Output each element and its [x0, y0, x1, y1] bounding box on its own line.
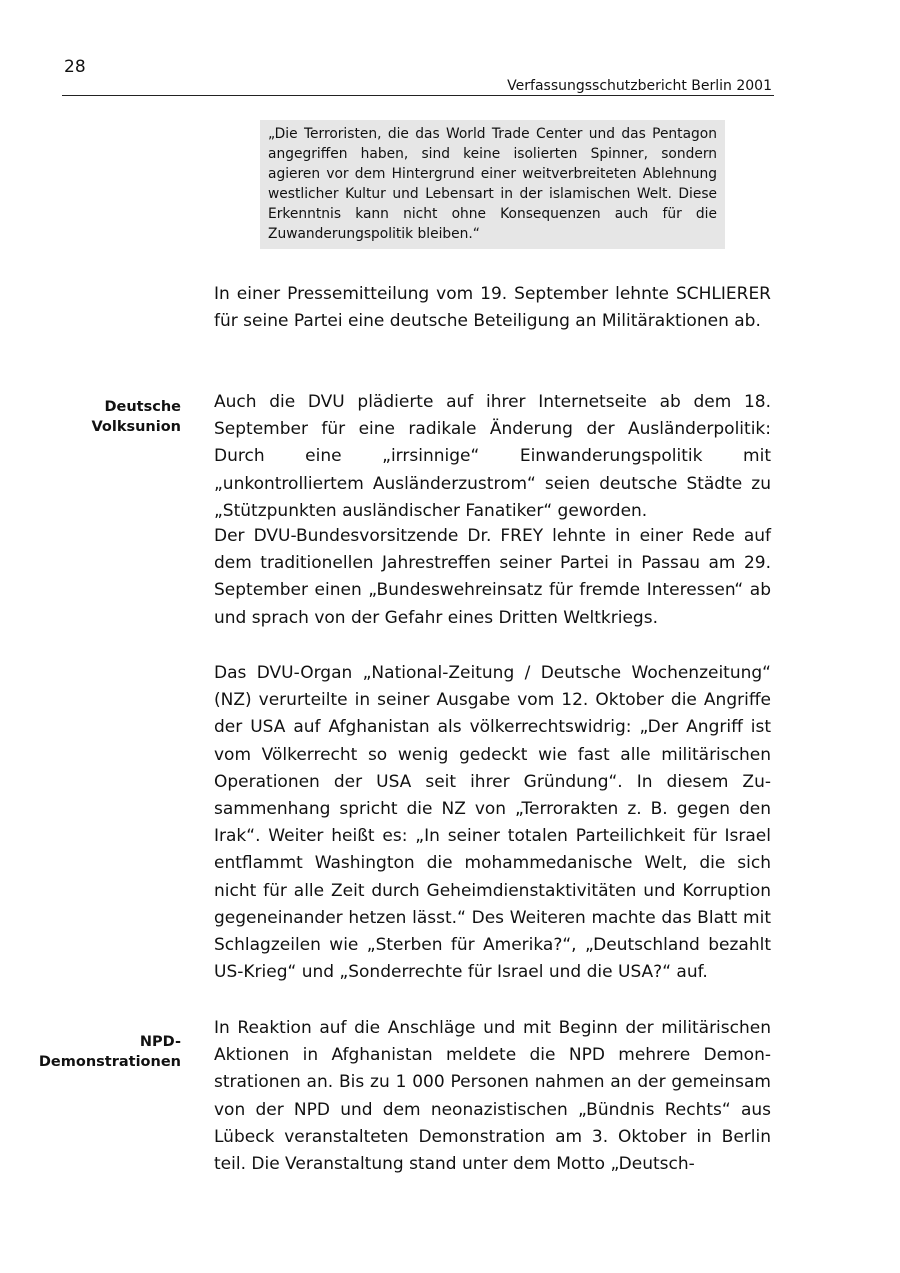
margin-note-dvu-line2: Volksunion [91, 419, 181, 435]
paragraph-dvu-internet: Auch die DVU plädierte auf ihrer Internetseite ab dem 18. September für eine radikale Änderung der Ausländerpolitik: Durch eine „irrsinnige“ Einwanderungspolitik mit „unkontrolliertem Ausländerzustrom“ seien deutsche Städte zu „Stützpunkten ausländischer Fanatiker“ geworden. [214, 392, 771, 521]
paragraph-dvu-frey: Der DVU-Bundesvorsitzende Dr. FREY lehnte in einer Rede auf dem traditionellen Jahrestreffen seiner Partei in Passau am 29. September einen „Bundeswehreinsatz für fremde Interessen“ ab und sprach von der Gefahr eines Dritten Weltkriegs. [214, 526, 771, 628]
margin-note-npd [39, 1032, 181, 1072]
quote-box: „Die Terroristen, die das World Trade Center und das Pentagon angegriffen haben, sind keine isolierten Spinner, sondern agieren vor dem Hintergrund einer weitverbreiteten Ablehnung westlicher Kultur und Lebensart in der islamischen Welt. Diese Erkenntnis kann nicht ohne Konsequenzen auch für die Zuwanderungspolitik bleiben.“ [260, 120, 725, 249]
margin-note-npd-line2: Demonstrationen [38, 1054, 181, 1070]
paragraph-schlierer: In einer Pressemitteilung vom 19. September lehnte SCHLIERER für seine Partei eine deutsche Beteiligung an Militäraktionen ab. [214, 284, 771, 332]
margin-note-npd-line1: NPD- [139, 1034, 181, 1050]
paragraph-npd-demonstrations: In Reaktion auf die Anschläge und mit Beginn der militärischen Aktionen in Afghanistan meldete die NPD mehrere Demonstrationen an. Bis zu 1 000 Personen nahmen an der gemeinsam von der NPD und dem neonazistischen „Bündnis Rechts“ aus Lübeck veranstalteten Demonstration am 3. Oktober in Berlin teil. Die Veranstaltung stand unter dem Motto „Deutsch- [214, 1018, 771, 1175]
page-number: 28 [64, 57, 86, 77]
running-header: Verfassungsschutzbericht Berlin 2001 [507, 78, 772, 94]
margin-note-dvu [91, 397, 181, 437]
header-rule [62, 95, 774, 96]
paragraph-dvu-nz: Das DVU-Organ „National-Zeitung / Deutsche Wochenzeitung“ (NZ) verurteilte in seiner Ausgabe vom 12. Oktober die Angriffe der USA auf Afghanistan als völkerrechtswidrig: „Der Angriff ist vom Völkerrecht so wenig gedeckt wie fast alle militärischen Operationen der USA seit ihrer Gründung“. In diesem Zusammenhang spricht die NZ von „Terrorakten z. B. gegen den Irak“. Weiter heißt es: „In seiner totalen Parteilichkeit für Israel entflammt Washington die mohammedanische Welt, die sich nicht für alle Zeit durch Geheimdienstaktivitäten und Korruption gegeneinander hetzen lässt.“ Des Weiteren machte das Blatt mit Schlagzeilen wie „Sterben für Amerika?“, „Deutschland bezahlt US-Krieg“ und „Sonderrechte für Israel und die USA?“ auf. [214, 663, 771, 983]
margin-note-dvu-line1: Deutsche [104, 399, 181, 415]
